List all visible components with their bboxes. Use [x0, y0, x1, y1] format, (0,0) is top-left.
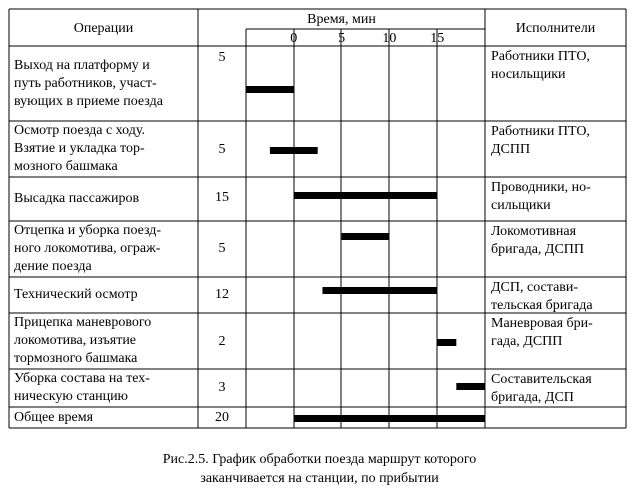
performers-label: носильщики	[491, 67, 566, 82]
operation-label: Взятие и укладка тор-	[14, 141, 145, 156]
duration-value: 2	[218, 334, 226, 349]
duration-value: 5	[218, 241, 226, 256]
performers-label: Работники ПТО,	[491, 124, 590, 139]
axis-tick-label: 10	[382, 31, 397, 46]
gantt-bar	[246, 86, 294, 93]
performers-label: сильщики	[491, 198, 551, 213]
operation-label: вующих в приеме поезда	[14, 93, 163, 109]
gantt-bar	[270, 147, 318, 154]
operation-label: Уборка состава на тех-	[14, 371, 150, 386]
performers-label: Составительская	[491, 372, 592, 387]
operation-label: Общее время	[14, 409, 94, 425]
gantt-bar	[294, 192, 437, 199]
operation-label: путь работников, участ-	[14, 75, 157, 91]
header-performers: Исполнители	[515, 21, 596, 36]
performers-label: бригада, ДСП	[491, 390, 574, 405]
operation-label: Технический осмотр	[14, 287, 138, 302]
duration-value: 3	[218, 380, 226, 395]
duration-value: 5	[218, 142, 226, 157]
operation-label: Осмотр поезда с ходу.	[14, 123, 145, 138]
operation-label: Высадка пассажиров	[14, 191, 140, 206]
operation-label: Прицепка маневрового	[14, 315, 152, 330]
gantt-bar	[456, 383, 485, 390]
performers-label: тельская бригада	[491, 298, 593, 313]
gantt-bar	[322, 287, 437, 294]
operation-label: Отцепка и уборка поезд-	[14, 223, 162, 238]
operation-label: тормозного башмака	[14, 351, 138, 366]
figure-caption: заканчивается на станции, по прибытии	[200, 471, 439, 486]
axis-tick-label: 5	[338, 31, 346, 46]
performers-label: Маневровая бри-	[491, 316, 593, 331]
duration-value: 5	[218, 50, 226, 65]
gantt-bar	[294, 415, 485, 422]
performers-label: ДСПП	[491, 142, 531, 157]
performers-label: гада, ДСПП	[491, 334, 563, 349]
performers-label: Работники ПТО,	[491, 49, 590, 64]
gantt-bar	[342, 233, 390, 240]
duration-value: 15	[215, 190, 229, 205]
operation-label: ническую станцию	[14, 389, 129, 404]
operation-label: мозного башмака	[14, 159, 118, 174]
duration-value: 20	[215, 410, 229, 425]
performers-label: ДСП, состави-	[491, 280, 579, 295]
operation-label: ного локомотива, ограж-	[14, 241, 161, 256]
operation-label: Выход на платформу и	[14, 57, 150, 73]
operation-label: локомотива, изъятие	[14, 333, 137, 348]
performers-label: Локомотивная	[491, 224, 577, 239]
axis-tick-label: 0	[290, 31, 298, 46]
performers-label: Проводники, но-	[491, 180, 591, 195]
operation-label: дение поезда	[14, 259, 92, 274]
gantt-bar	[437, 339, 456, 346]
header-time: Время, мин	[307, 12, 376, 27]
header-operations: Операции	[73, 21, 134, 36]
figure-caption: Рис.2.5. График обработки поезда маршрут которого	[162, 452, 477, 467]
performers-label: бригада, ДСПП	[491, 242, 585, 257]
axis-tick-label: 15	[430, 31, 445, 46]
duration-value: 12	[215, 287, 229, 302]
